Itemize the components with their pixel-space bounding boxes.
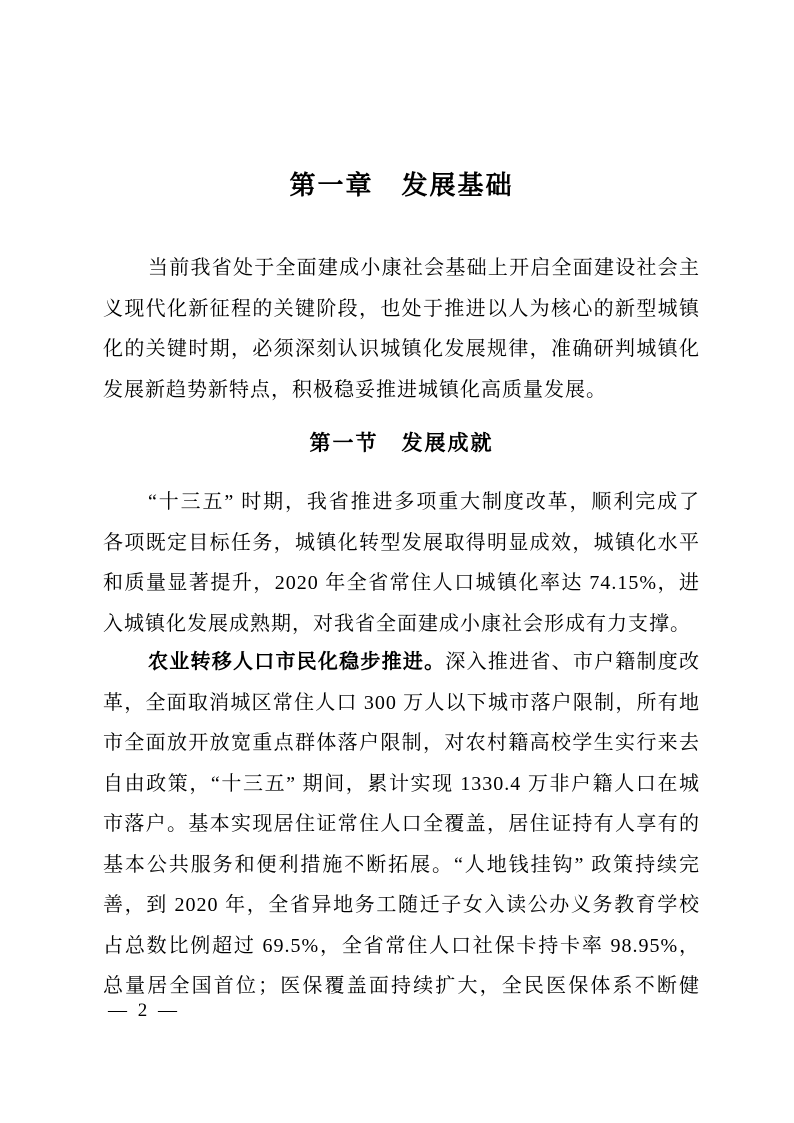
- text-line: 总量居全国首位；医保覆盖面持续扩大，全民医保体系不断健: [103, 975, 700, 997]
- section-title: 第一节 发展成就: [309, 431, 494, 455]
- paragraph-citizenization: [103, 642, 700, 1007]
- text-line: “十三五” 时期，我省推进多项重大制度改革，顺利完成了: [148, 491, 700, 513]
- text-line: [103, 642, 700, 683]
- text-line: 自由政策，“十三五” 期间，累计实现 1330.4 万非户籍人口在城: [103, 772, 700, 795]
- text-line: 革，全面取消城区常住人口 300 万人以下城市落户限制，所有地: [103, 691, 700, 714]
- text-line: 发展新趋势新特点，积极稳妥推进城镇化高质量发展。: [103, 378, 607, 401]
- paragraph-achievements: [103, 482, 700, 644]
- lead-rest-text: 深入推进省、市户籍制度改: [445, 651, 701, 673]
- text-line: 化的关键时期，必须深刻认识城镇化发展规律，准确研判城镇化: [103, 338, 700, 360]
- text-line: 各项既定目标任务，城镇化转型发展取得明显成效，城镇化水平: [103, 531, 700, 554]
- text-line: 善，到 2020 年，全省异地务工随迁子女入读公办义务教育学校: [103, 894, 700, 916]
- text-line: 和质量显著提升，2020 年全省常住人口城镇化率达 74.15%，进: [103, 572, 700, 594]
- text-line: 当前我省处于全面建成小康社会基础上开启全面建设社会主: [148, 257, 700, 279]
- text-line: 基本公共服务和便利措施不断拓展。“人地钱挂钩” 政策持续完: [103, 853, 700, 876]
- chapter-title: 第一章 发展基础: [289, 171, 514, 200]
- paragraph-intro: [103, 248, 700, 410]
- text-line: 占总数比例超过 69.5%，全省常住人口社保卡持卡率 98.95%，: [103, 934, 700, 957]
- text-line: 市全面放开放宽重点群体落户限制，对农村籍高校学生实行来去: [103, 732, 700, 754]
- page-number: — 2 —: [108, 1000, 180, 1021]
- bold-lead-text: 农业转移人口市民化稳步推进。: [148, 651, 446, 673]
- text-line: 入城镇化发展成熟期，对我省全面建成小康社会形成有力支撑。: [103, 612, 691, 635]
- text-line: 市落户。基本实现居住证常住人口全覆盖，居住证持有人享有的: [103, 813, 700, 835]
- text-line: 义现代化新征程的关键阶段，也处于推进以人为核心的新型城镇: [103, 297, 700, 320]
